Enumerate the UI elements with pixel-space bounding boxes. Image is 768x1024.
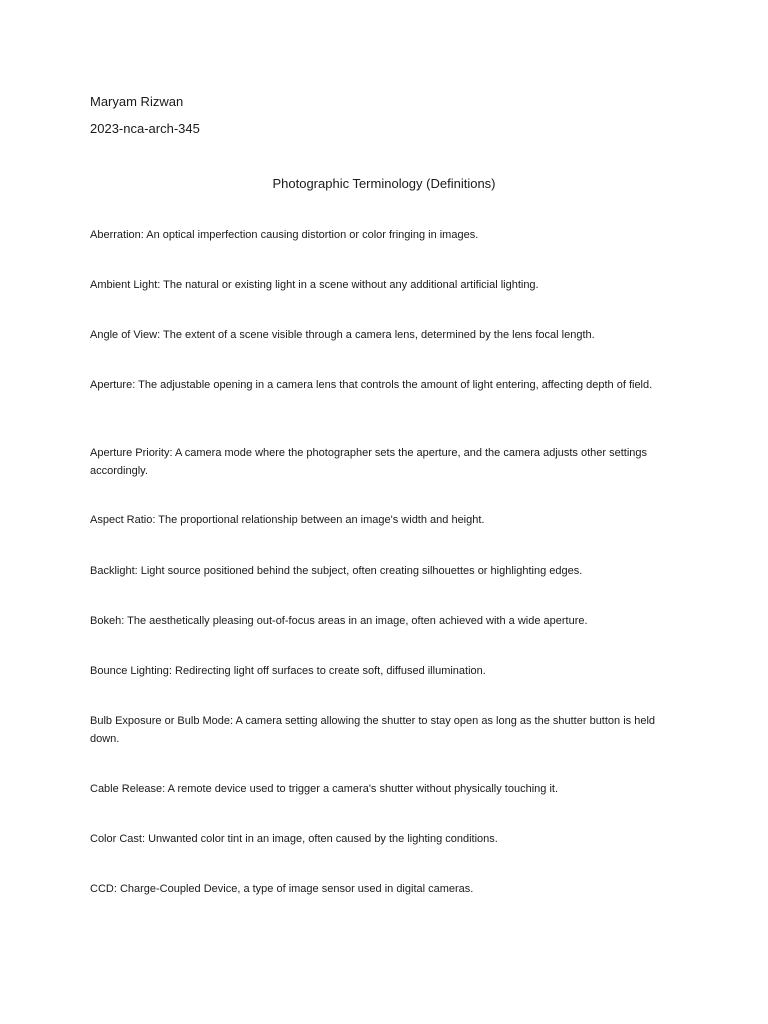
definition-color-cast: Color Cast: Unwanted color tint in an image, often caused by the lighting conditions. bbox=[90, 833, 498, 845]
definition-aberration: Aberration: An optical imperfection causing distortion or color fringing in images. bbox=[90, 229, 479, 241]
definition-angle-of-view: Angle of View: The extent of a scene visible through a camera lens, determined by the lens focal length. bbox=[90, 329, 595, 341]
definition-backlight: Backlight: Light source positioned behind the subject, often creating silhouettes or highlighting edges. bbox=[90, 565, 583, 577]
definition-ccd: CCD: Charge-Coupled Device, a type of image sensor used in digital cameras. bbox=[90, 883, 474, 895]
definition-ambient-light: Ambient Light: The natural or existing light in a scene without any additional artificial lighting. bbox=[90, 279, 539, 291]
definition-aperture: Aperture: The adjustable opening in a camera lens that controls the amount of light entering, affecting depth of field. bbox=[90, 379, 653, 391]
definition-bounce-lighting: Bounce Lighting: Redirecting light off surfaces to create soft, diffused illumination. bbox=[90, 665, 486, 677]
author-name: Maryam Rizwan bbox=[90, 94, 184, 109]
document-title: Photographic Terminology (Definitions) bbox=[272, 176, 496, 191]
definition-bulb-exposure: Bulb Exposure or Bulb Mode: A camera setting allowing the shutter to stay open as long as the shutter button is held down. bbox=[90, 715, 656, 745]
definition-cable-release: Cable Release: A remote device used to trigger a camera's shutter without physically touching it. bbox=[90, 783, 559, 795]
student-id: 2023-nca-arch-345 bbox=[90, 121, 200, 136]
definition-bokeh: Bokeh: The aesthetically pleasing out-of-focus areas in an image, often achieved with a wide aperture. bbox=[90, 615, 588, 627]
definition-aperture-priority: Aperture Priority: A camera mode where the photographer sets the aperture, and the camera adjusts other settings accordingly. bbox=[90, 447, 648, 477]
definition-aspect-ratio: Aspect Ratio: The proportional relationship between an image's width and height. bbox=[90, 514, 485, 526]
